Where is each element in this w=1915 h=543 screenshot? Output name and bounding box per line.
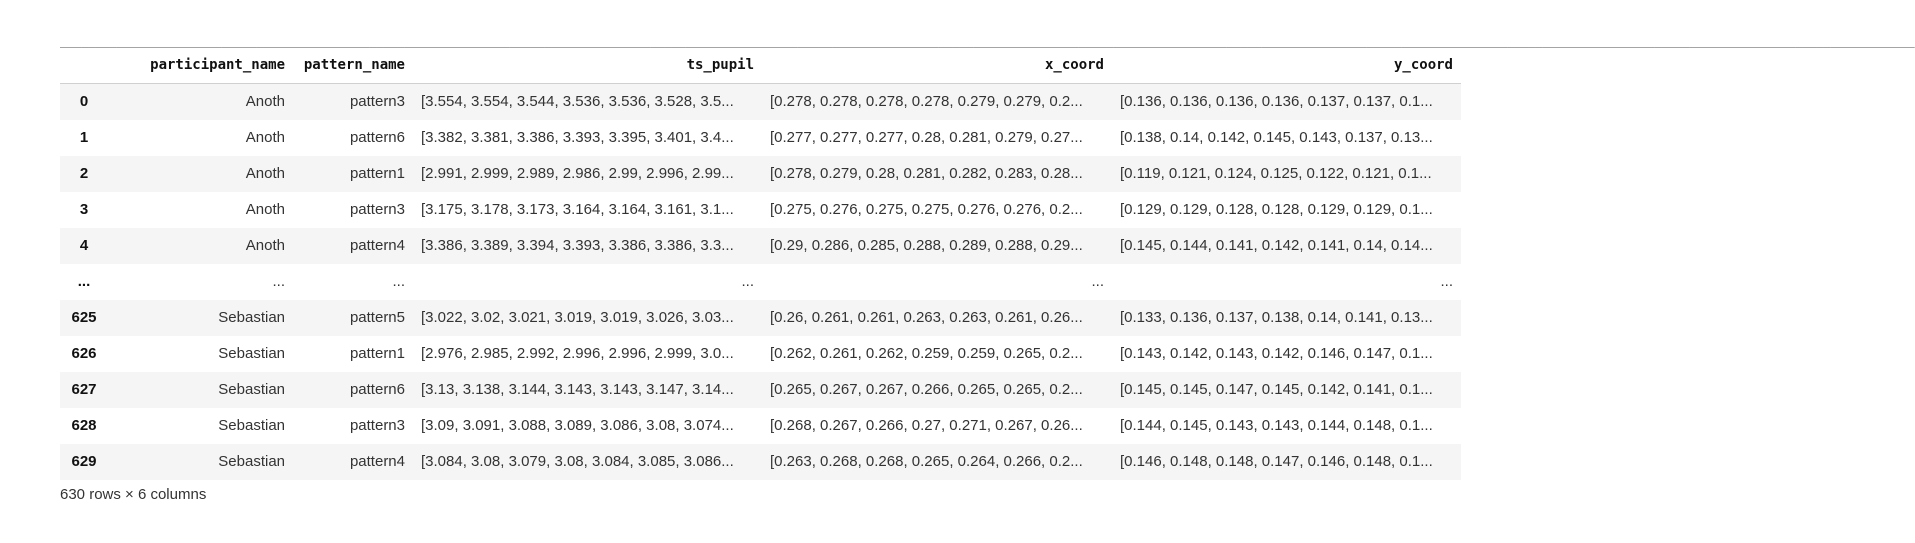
cell-ts-pupil: [3.09, 3.091, 3.088, 3.089, 3.086, 3.08, 3.074... [421,417,734,434]
cell-pattern-name: pattern1 [349,345,405,362]
cell-y-coord: [0.145, 0.144, 0.141, 0.142, 0.141, 0.14, 0.14... [1120,237,1433,254]
row-index: 1 [79,129,89,146]
cell-y-coord: [0.133, 0.136, 0.137, 0.138, 0.14, 0.141, 0.13... [1120,309,1433,326]
cell-ts-pupil: [3.382, 3.381, 3.386, 3.393, 3.395, 3.401, 3.4... [421,129,734,146]
cell-y-coord: ... [1440,273,1453,290]
cell-participant-name: Sebastian [218,345,285,362]
cell-pattern-name: pattern3 [349,93,405,111]
header-x-coord: x_coord [762,47,1112,84]
cell-x-coord: [0.278, 0.278, 0.278, 0.278, 0.279, 0.279, 0.2... [770,93,1083,111]
table-row [60,156,1461,192]
cell-x-coord: [0.262, 0.261, 0.262, 0.259, 0.259, 0.265, 0.2... [770,345,1083,362]
table-row [60,120,1461,156]
row-index: 628 [71,417,97,434]
dataframe-table [60,47,1461,480]
cell-participant-name: Anoth [245,237,285,254]
dataframe-output [60,47,1461,480]
table-row [60,228,1461,264]
cell-x-coord: [0.263, 0.268, 0.268, 0.265, 0.264, 0.266, 0.2... [770,453,1083,470]
table-row [60,372,1461,408]
table-body [60,84,1461,480]
row-index: 629 [71,453,97,470]
cell-pattern-name: pattern6 [349,129,405,146]
row-index: 625 [71,309,97,326]
cell-pattern-name: pattern3 [349,201,405,218]
header-index [60,47,108,84]
cell-x-coord: [0.265, 0.267, 0.267, 0.266, 0.265, 0.265, 0.2... [770,381,1083,398]
cell-participant-name: ... [272,273,285,290]
cell-ts-pupil: [3.13, 3.138, 3.144, 3.143, 3.143, 3.147, 3.14... [421,381,734,398]
cell-participant-name: Sebastian [218,453,285,470]
table-shape-summary: 630 rows × 6 columns [60,486,207,503]
cell-ts-pupil: [3.175, 3.178, 3.173, 3.164, 3.164, 3.161, 3.1... [421,201,734,218]
row-index: 3 [79,201,89,218]
cell-ts-pupil: [2.991, 2.999, 2.989, 2.986, 2.99, 2.996, 2.99... [421,165,734,182]
cell-ts-pupil: ... [741,273,754,290]
cell-y-coord: [0.143, 0.142, 0.143, 0.142, 0.146, 0.147, 0.1... [1120,345,1433,362]
cell-x-coord: [0.278, 0.279, 0.28, 0.281, 0.282, 0.283, 0.28... [770,165,1083,182]
output-separator-rule: ________________________________________________________________________________________________________________________________________________________________________________________________________________________________________________________________________ [60,34,1915,48]
header-participant-name: participant_name [108,47,293,84]
cell-x-coord: [0.268, 0.267, 0.266, 0.27, 0.271, 0.267, 0.26... [770,417,1083,434]
cell-participant-name: Anoth [245,201,285,218]
cell-pattern-name: ... [392,273,405,290]
table-row [60,84,1461,120]
cell-ts-pupil: [3.386, 3.389, 3.394, 3.393, 3.386, 3.386, 3.3... [421,237,734,254]
cell-pattern-name: pattern6 [349,381,405,398]
cell-x-coord: [0.29, 0.286, 0.285, 0.288, 0.289, 0.288, 0.29... [770,237,1083,254]
row-index: ... [77,273,91,290]
cell-y-coord: [0.129, 0.129, 0.128, 0.128, 0.129, 0.129, 0.1... [1120,201,1433,218]
cell-participant-name: Anoth [245,93,285,111]
cell-ts-pupil: [2.976, 2.985, 2.992, 2.996, 2.996, 2.999, 3.0... [421,345,734,362]
cell-x-coord: [0.26, 0.261, 0.261, 0.263, 0.263, 0.261, 0.26... [770,309,1083,326]
cell-y-coord: [0.146, 0.148, 0.148, 0.147, 0.146, 0.148, 0.1... [1120,453,1433,470]
row-index: 0 [79,93,89,111]
row-index: 2 [79,165,89,182]
header-pattern-name: pattern_name [293,47,413,84]
table-header [60,47,1461,84]
cell-pattern-name: pattern4 [349,237,405,254]
row-index: 4 [79,237,89,254]
cell-ts-pupil: [3.554, 3.554, 3.544, 3.536, 3.536, 3.528, 3.5... [421,93,734,111]
row-index: 627 [71,381,97,398]
cell-participant-name: Sebastian [218,417,285,434]
cell-x-coord: [0.277, 0.277, 0.277, 0.28, 0.281, 0.279, 0.27... [770,129,1083,146]
cell-participant-name: Sebastian [218,381,285,398]
cell-participant-name: Sebastian [218,309,285,326]
table-row [60,444,1461,480]
cell-y-coord: [0.138, 0.14, 0.142, 0.145, 0.143, 0.137, 0.13... [1120,129,1433,146]
cell-y-coord: [0.136, 0.136, 0.136, 0.136, 0.137, 0.137, 0.1... [1120,93,1433,111]
cell-participant-name: Anoth [245,129,285,146]
cell-participant-name: Anoth [245,165,285,182]
header-ts-pupil: ts_pupil [413,47,762,84]
table-row [60,300,1461,336]
cell-y-coord: [0.145, 0.145, 0.147, 0.145, 0.142, 0.141, 0.1... [1120,381,1433,398]
table-row [60,408,1461,444]
header-row [60,47,1461,84]
cell-pattern-name: pattern1 [349,165,405,182]
cell-y-coord: [0.119, 0.121, 0.124, 0.125, 0.122, 0.121, 0.1... [1120,165,1432,182]
cell-pattern-name: pattern3 [349,417,405,434]
cell-x-coord: [0.275, 0.276, 0.275, 0.275, 0.276, 0.276, 0.2... [770,201,1083,218]
cell-x-coord: ... [1091,273,1104,290]
cell-pattern-name: pattern5 [349,309,405,326]
row-index: 626 [71,345,97,362]
table-row [60,192,1461,228]
table-row [60,264,1461,300]
header-y-coord: y_coord [1112,47,1461,84]
cell-ts-pupil: [3.022, 3.02, 3.021, 3.019, 3.019, 3.026, 3.03... [421,309,734,326]
cell-pattern-name: pattern4 [349,453,405,470]
table-row [60,336,1461,372]
cell-ts-pupil: [3.084, 3.08, 3.079, 3.08, 3.084, 3.085, 3.086... [421,453,734,470]
cell-y-coord: [0.144, 0.145, 0.143, 0.143, 0.144, 0.148, 0.1... [1120,417,1433,434]
